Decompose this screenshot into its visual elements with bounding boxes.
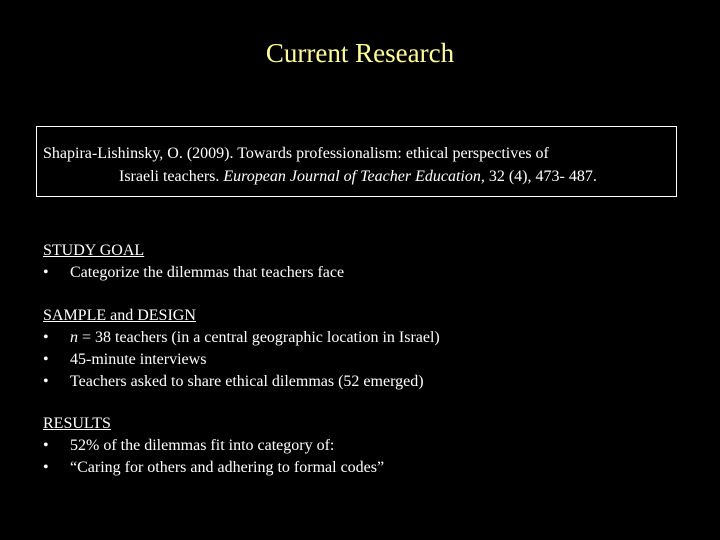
bullet-text [70, 327, 440, 349]
bullet-text: Teachers asked to share ethical dilemmas (52 emerged) [70, 373, 424, 390]
bullet-icon: • [43, 351, 49, 368]
citation-title-end: Israeli teachers. [119, 168, 224, 185]
bullet-text: Categorize the dilemmas that teachers face [70, 264, 345, 281]
bullet-icon: • [43, 373, 49, 390]
citation-box [36, 126, 677, 197]
bullet-icon: • [43, 264, 49, 281]
study-goal-section [43, 240, 344, 284]
bullet-text: “Caring for others and adhering to formal codes” [70, 459, 385, 476]
list-item [43, 371, 440, 393]
list-item [43, 457, 384, 479]
results-section [43, 413, 384, 479]
results-heading: RESULTS [43, 415, 111, 432]
sample-design-section [43, 305, 440, 393]
bullet-icon: • [43, 459, 49, 476]
citation-line-1: Shapira-Lishinsky, O. (2009). Towards professionalism: ethical perspectives of [43, 145, 549, 162]
bullet-text: 52% of the dilemmas fit into category of: [70, 437, 335, 454]
sample-design-heading: SAMPLE and DESIGN [43, 307, 196, 324]
citation-volume-pages: , 32 (4), 473- 487. [480, 168, 597, 185]
sample-size-text: = 38 teachers (in a central geographic location in Israel) [78, 329, 440, 346]
bullet-icon: • [43, 437, 49, 454]
bullet-icon: • [43, 329, 49, 346]
list-item [43, 435, 384, 457]
sample-size-variable: n [70, 329, 78, 346]
list-item [43, 262, 344, 284]
bullet-text: 45-minute interviews [70, 351, 207, 368]
citation-line-2 [43, 165, 670, 188]
list-item [43, 327, 440, 349]
list-item [43, 349, 440, 371]
citation-journal: European Journal of Teacher Education [223, 168, 481, 185]
slide-title: Current Research [265, 38, 455, 68]
study-goal-heading: STUDY GOAL [43, 242, 145, 259]
